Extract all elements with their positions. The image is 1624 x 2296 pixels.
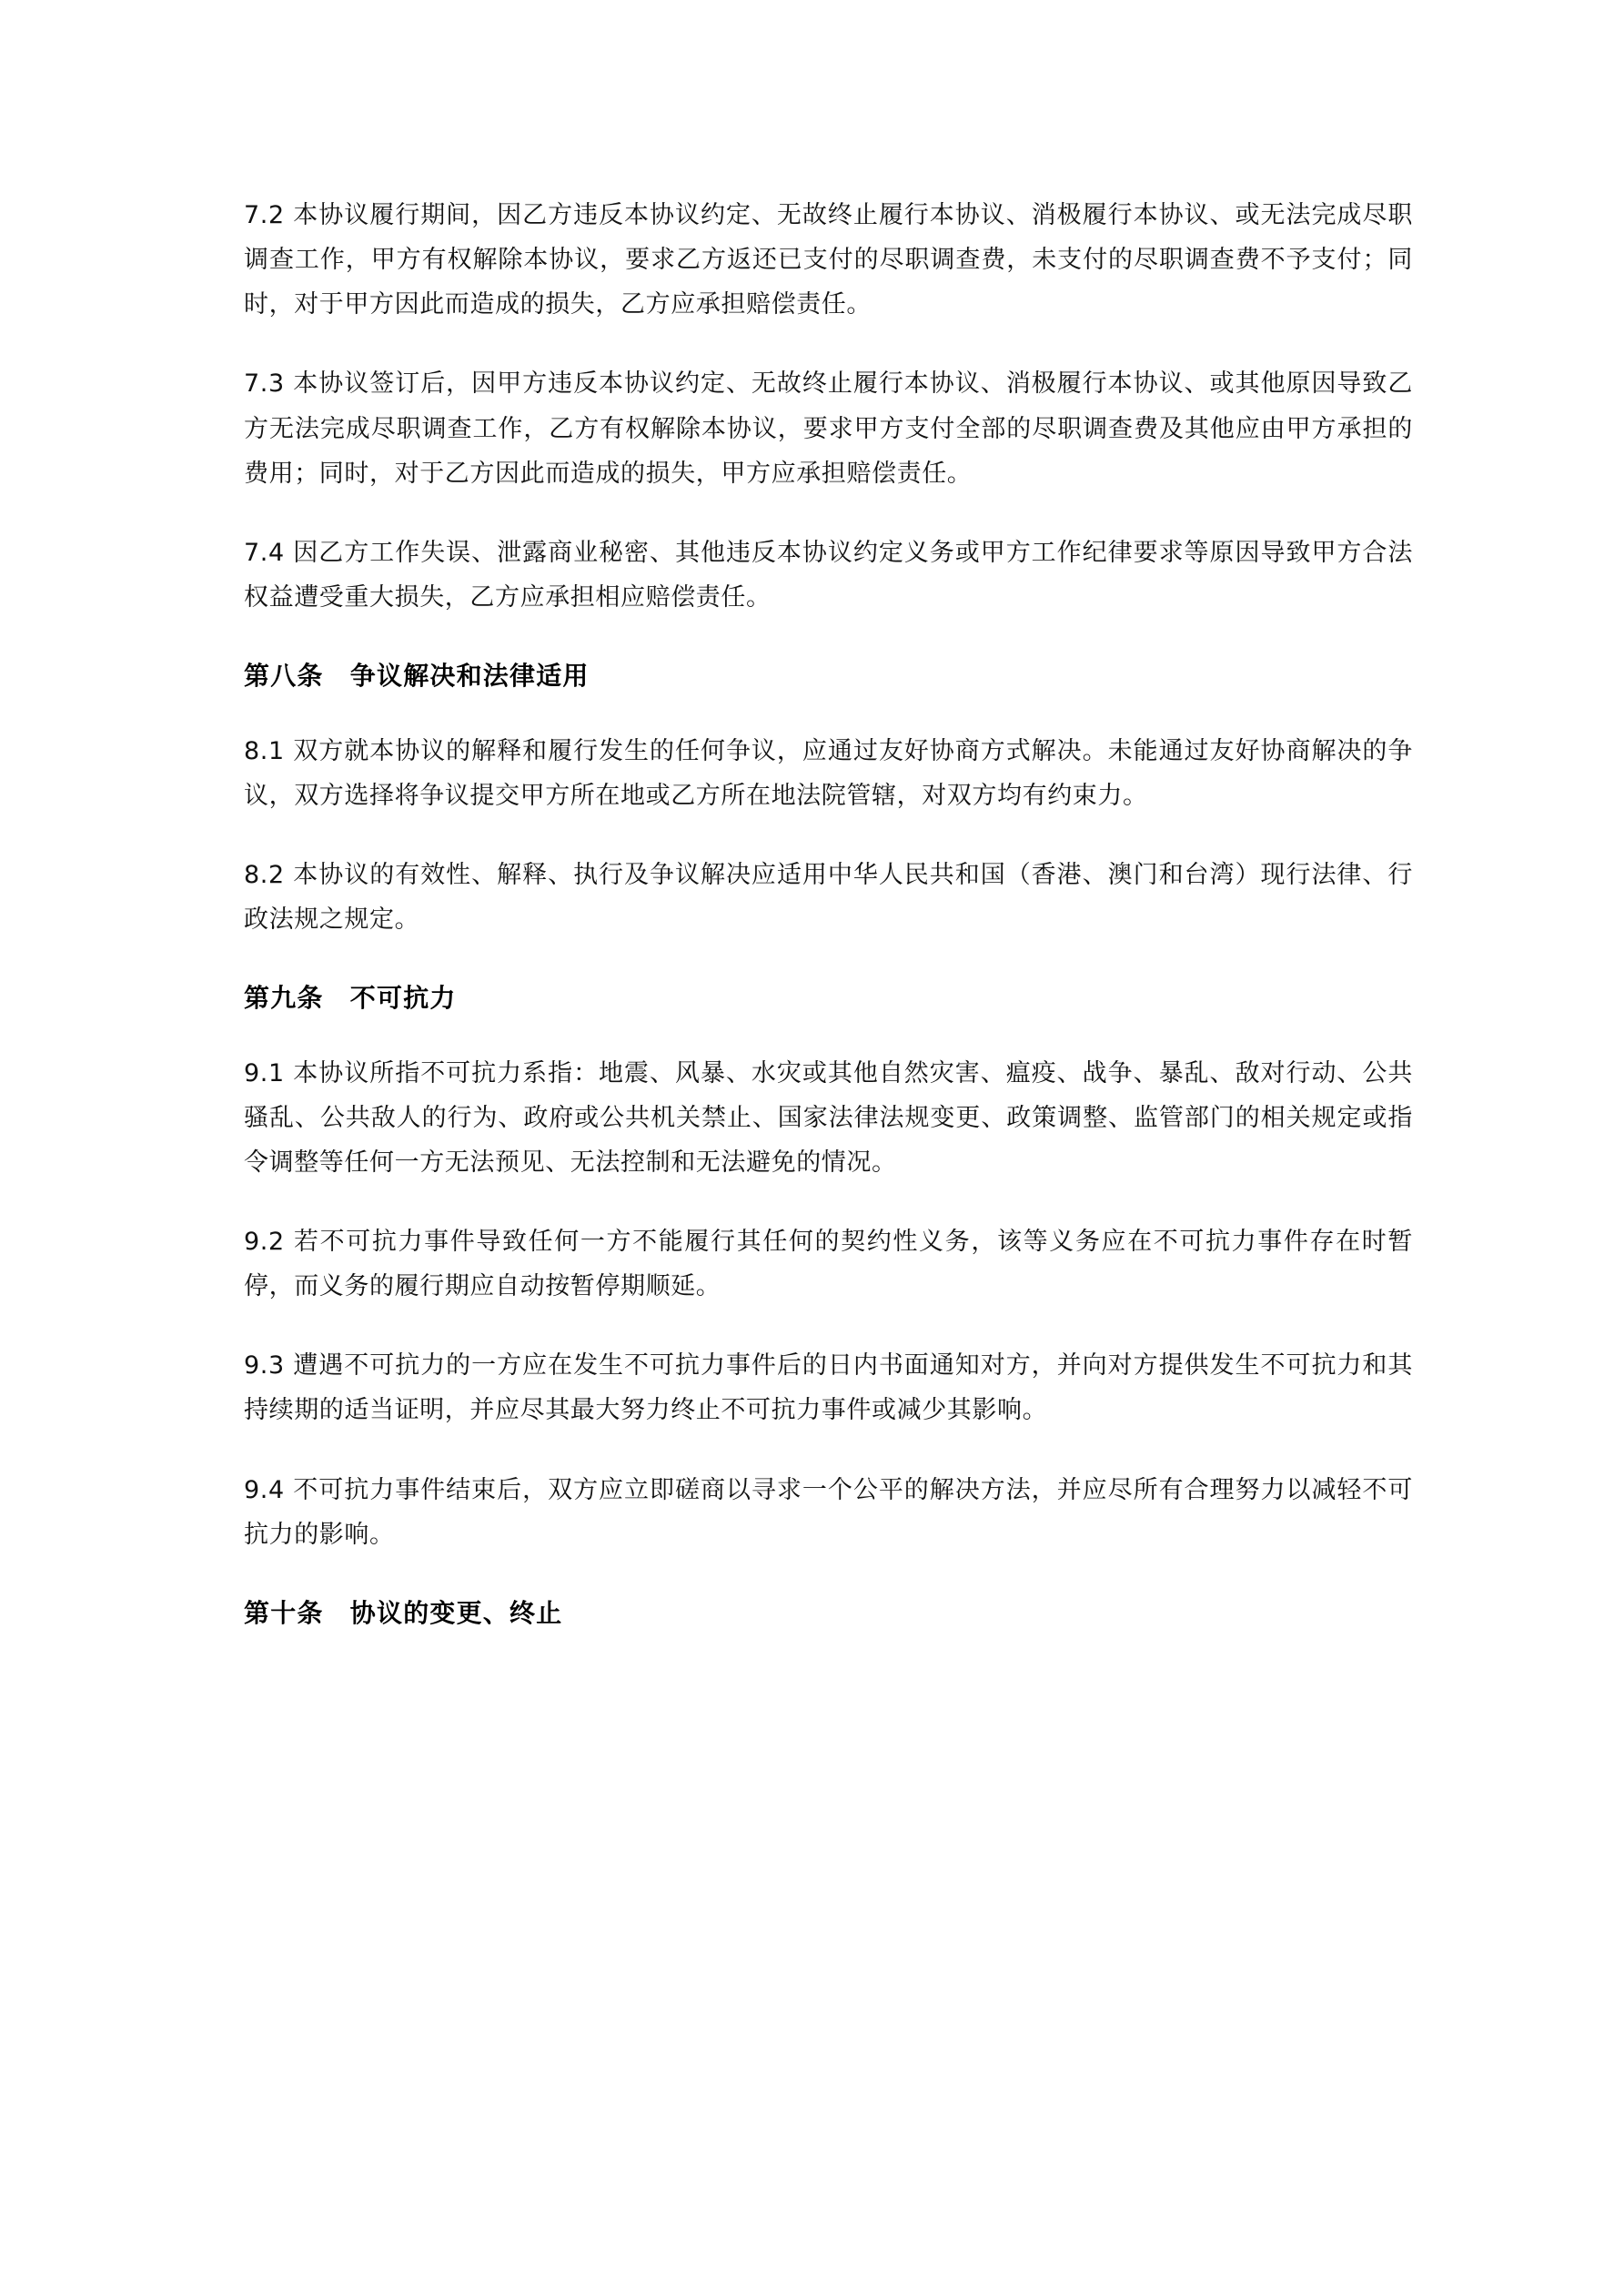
clause-9-3: 9.3 遭遇不可抗力的一方应在发生不可抗力事件后的日内书面通知对方，并向对方提供发生不可抗力和其持续期的适当证明，并应尽其最大努力终止不可抗力事件或减少其影响。 bbox=[244, 1351, 1413, 1425]
clause-7-3: 7.3 本协议签订后，因甲方违反本协议约定、无故终止履行本协议、消极履行本协议、或其他原因导致乙方无法完成尽职调查工作，乙方有权解除本协议，要求甲方支付全部的尽职调查费及其他应由甲方承担的费用；同时，对于乙方因此而造成的损失，甲方应承担赔偿责任。 bbox=[244, 369, 1413, 488]
section-10-heading: 第十条 协议的变更、终止 bbox=[244, 1597, 563, 1628]
section-9-heading: 第九条 不可抗力 bbox=[244, 983, 457, 1014]
clause-7-2: 7.2 本协议履行期间，因乙方违反本协议约定、无故终止履行本协议、消极履行本协议、或无法完成尽职调查工作，甲方有权解除本协议，要求乙方返还已支付的尽职调查费，未支付的尽职调查费不予支付；同时，对于甲方因此而造成的损失，乙方应承担赔偿责任。 bbox=[244, 201, 1413, 319]
clause-8-1: 8.1 双方就本协议的解释和履行发生的任何争议，应通过友好协商方式解决。未能通过友好协商解决的争议，双方选择将争议提交甲方所在地或乙方所在地法院管辖，对双方均有约束力。 bbox=[244, 736, 1413, 810]
document-body bbox=[244, 193, 1413, 1634]
clause-9-2: 9.2 若不可抗力事件导致任何一方不能履行其任何的契约性义务，该等义务应在不可抗力事件存在时暂停，而义务的履行期应自动按暂停期顺延。 bbox=[244, 1228, 1413, 1301]
section-8-heading: 第八条 争议解决和法律适用 bbox=[244, 661, 590, 691]
clause-7-4: 7.4 因乙方工作失误、泄露商业秘密、其他违反本协议约定义务或甲方工作纪律要求等原因导致甲方合法权益遭受重大损失，乙方应承担相应赔偿责任。 bbox=[244, 538, 1413, 612]
clause-8-2: 8.2 本协议的有效性、解释、执行及争议解决应适用中华人民共和国（香港、澳门和台湾）现行法律、行政法规之规定。 bbox=[244, 860, 1413, 934]
clause-9-1: 9.1 本协议所指不可抗力系指：地震、风暴、水灾或其他自然灾害、瘟疫、战争、暴乱、敌对行动、公共骚乱、公共敌人的行为、政府或公共机关禁止、国家法律法规变更、政策调整、监管部门的相关规定或指令调整等任何一方无法预见、无法控制和无法避免的情况。 bbox=[244, 1058, 1413, 1177]
clause-9-4: 9.4 不可抗力事件结束后，双方应立即磋商以寻求一个公平的解决方法，并应尽所有合理努力以减轻不可抗力的影响。 bbox=[244, 1475, 1413, 1549]
